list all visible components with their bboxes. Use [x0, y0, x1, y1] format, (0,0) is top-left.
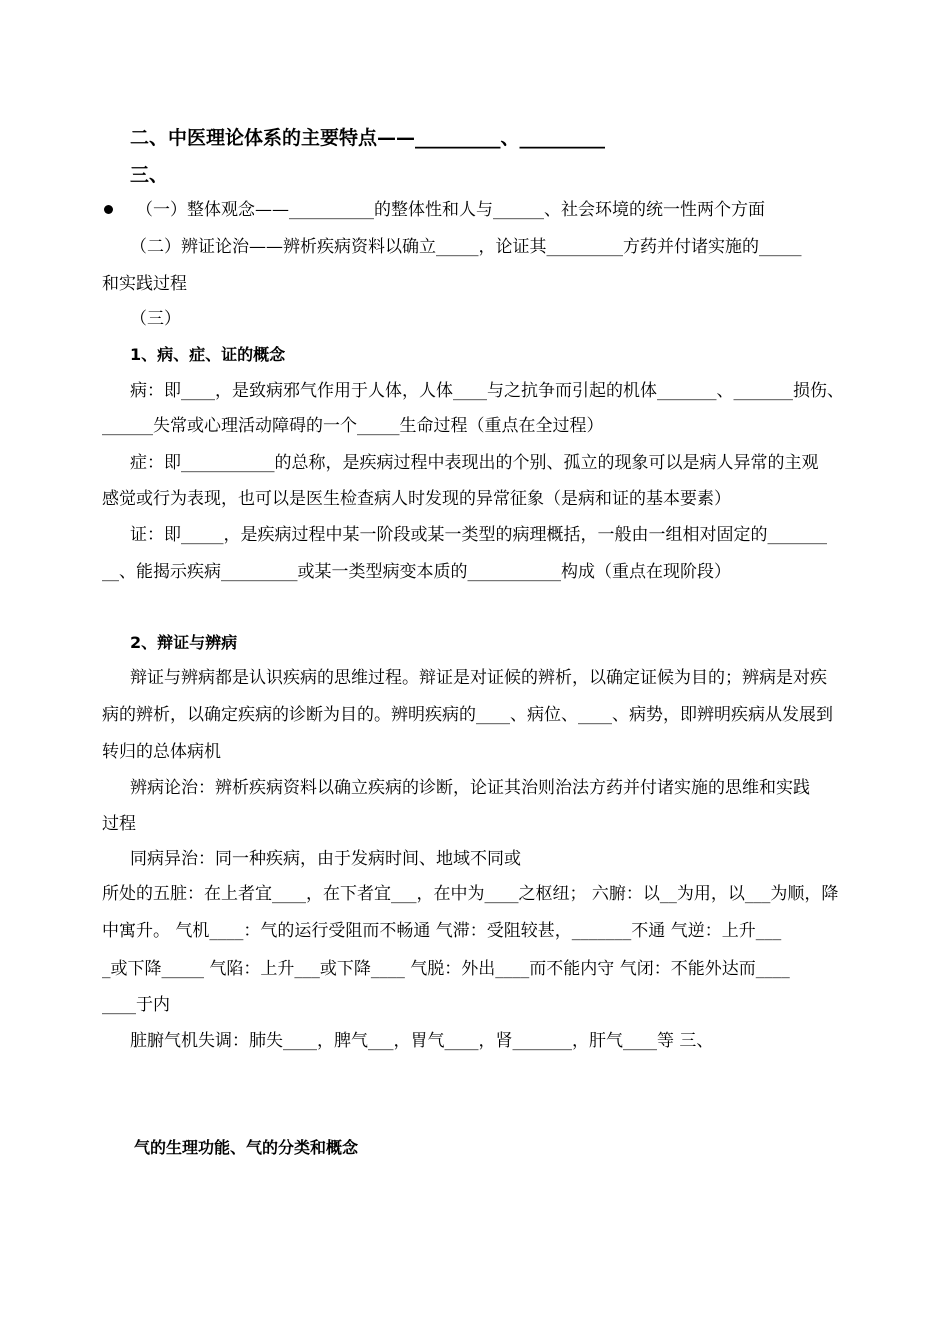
bing-line-1: 病：即____，是致病邪气作用于人体，人体____与之抗争而引起的机体_______、_______损伤、 [130, 381, 844, 401]
bing-line-2: ______失常或心理活动障碍的一个_____生命过程（重点在全过程） [102, 416, 604, 436]
para2-line-2: 过程 [102, 814, 136, 834]
para1-line-1: 辩证与辨病都是认识疾病的思维过程。辩证是对证候的辨析，以确定证候为目的；辨病是对疾 [130, 668, 827, 688]
heading-features: 二、中医理论体系的主要特点——_________、_________ [130, 127, 606, 149]
syndrome-line-1: 证：即_____，是疾病过程中某一阶段或某一类型的病理概括，一般由一组相对固定的_______ [130, 525, 827, 545]
symptom-line-2: 感觉或行为表现，也可以是医生检查病人时发现的异常征象（是病和证的基本要素） [102, 489, 731, 509]
para4-line-4: ____于内 [102, 995, 170, 1015]
bullet-dot-icon [104, 205, 113, 214]
para5-line-1: 脏腑气机失调：肺失____，脾气___，胃气____，肾_______，肝气____等 三、 [130, 1031, 714, 1051]
para4-line-1: 所处的五脏：在上者宜____，在下者宜___，在中为____之枢纽； 六腑：以__为用，以___为顺，降 [102, 884, 839, 904]
holism-line: （一）整体观念——__________的整体性和人与______、社会环境的统一性两个方面 [136, 200, 765, 220]
symptom-line-1: 症：即___________的总称，是疾病过程中表现出的个别、孤立的现象可以是病人异常的主观 [130, 453, 819, 473]
para1-line-2: 病的辨析，以确定疾病的诊断为目的。辨明疾病的____、病位、____、病势，即辨明疾病从发展到 [102, 705, 833, 725]
para4-line-2: 中寓升。 气机____：气的运行受阻而不畅通 气滞：受阻较甚，_______不通 气逆：上升___ [102, 921, 782, 941]
section2-title: 2、辩证与辨病 [130, 633, 238, 652]
diagnosis-line-1: （二）辨证论治——辨析疾病资料以确立_____，论证其_________方药并付诸实施的_____ [130, 237, 802, 257]
para4-line-3: _或下降_____ 气陷：上升___或下降____ 气脱：外出____而不能内守 气闭：不能外达而____ [102, 959, 790, 979]
heading-san: 三、 [130, 164, 169, 186]
final-heading: 气的生理功能、气的分类和概念 [134, 1138, 359, 1157]
syndrome-line-2: __、能揭示疾病_________或某一类型病变本质的___________构成（重点在现阶段） [102, 562, 731, 582]
diagnosis-line-2: 和实践过程 [102, 274, 187, 294]
para2-line-1: 辨病论治：辨析疾病资料以确立疾病的诊断，论证其治则治法方药并付诸实施的思维和实践 [130, 778, 810, 798]
para1-line-3: 转归的总体病机 [102, 742, 221, 762]
section1-title: 1、病、症、证的概念 [130, 345, 286, 364]
san-paren: （三） [130, 309, 181, 329]
para3-line-1: 同病异治：同一种疾病，由于发病时间、地域不同或 [130, 849, 521, 869]
